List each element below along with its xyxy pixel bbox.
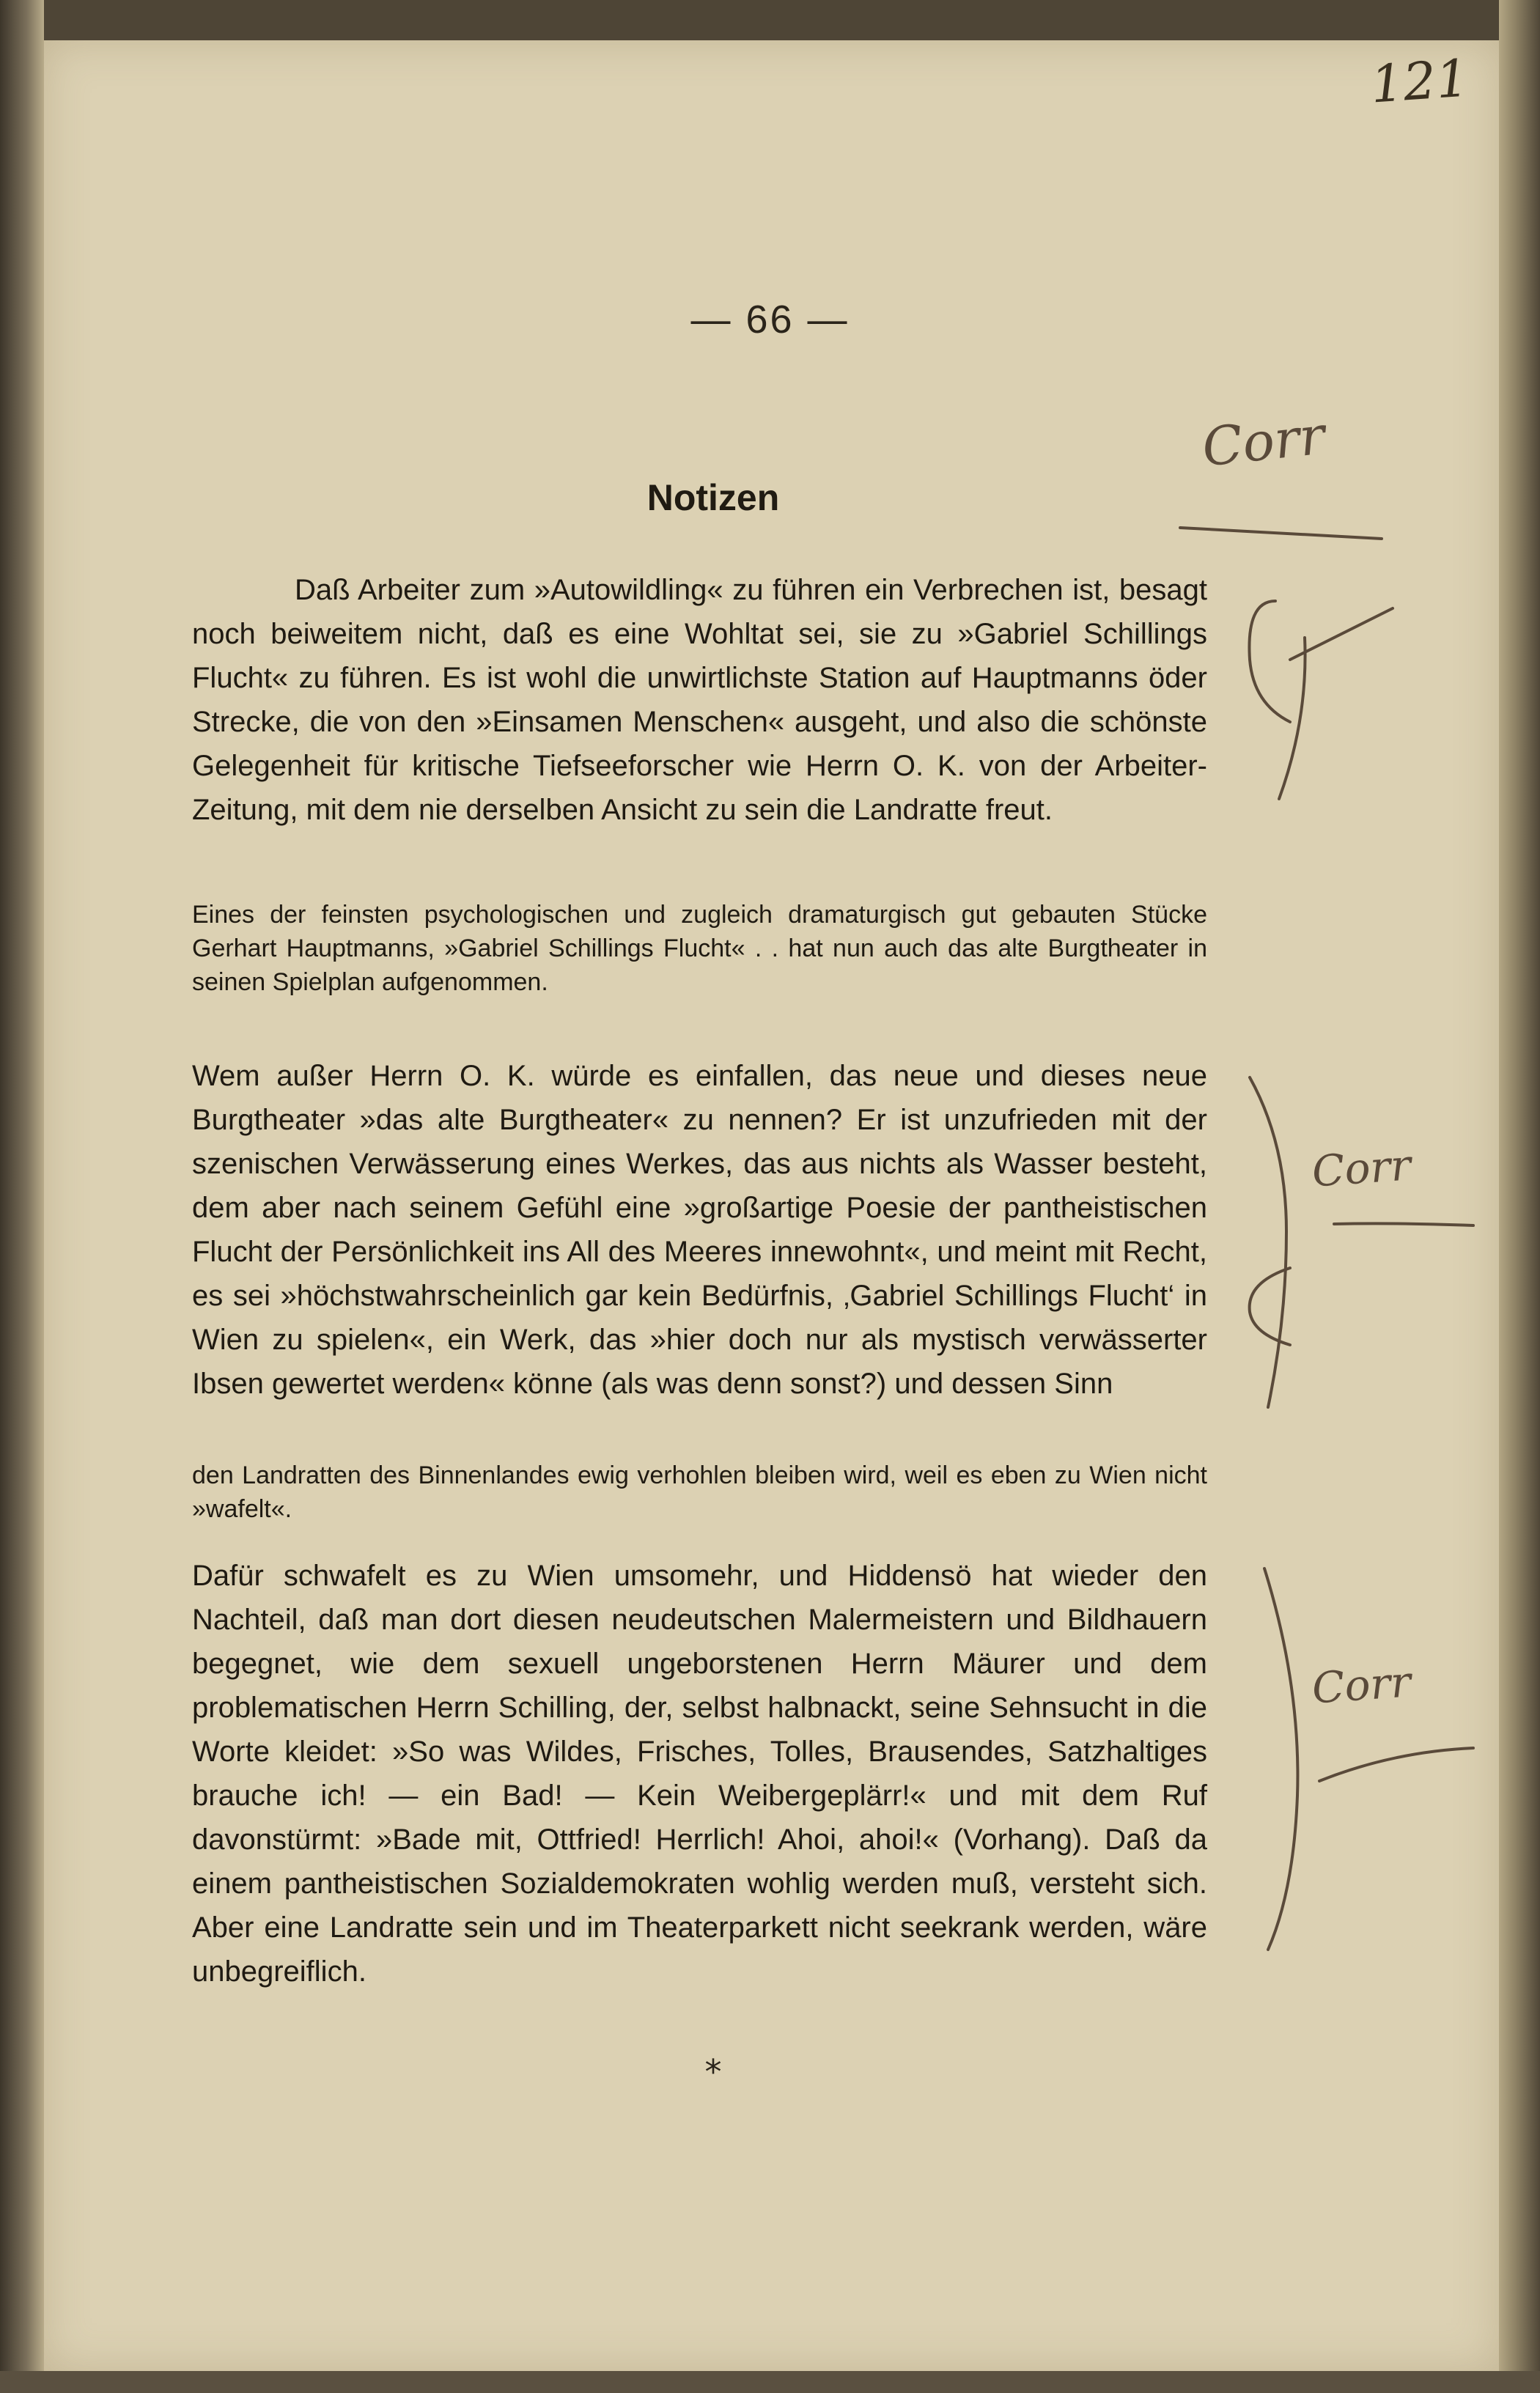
page-number: — 66 — <box>690 298 850 342</box>
note-3-underline <box>1319 1748 1473 1781</box>
margin-note-2: Corr <box>1310 1140 1412 1197</box>
note-1-underline <box>1180 528 1382 539</box>
paragraph-2-quote: Eines der feinsten psychologischen und zugleich dramaturgisch gut gebauten Stücke Gerhart Hauptmanns, »Gabriel Schillings Flucht« . . hat nun auch das alte Burgtheater in seinen Spielplan aufgenommen. <box>192 901 1207 996</box>
bracket-mark-1 <box>1249 601 1290 722</box>
margin-note-1: Corr <box>1199 404 1328 479</box>
handwritten-folio-number: 121 <box>1368 48 1471 115</box>
section-separator: * <box>704 2052 722 2092</box>
note-2-underline <box>1334 1223 1473 1225</box>
paragraph-5: Dafür schwafelt es zu Wien umsomehr, und Hiddensö hat wieder den Nachteil, daß man dort diesen neudeutschen Malermeistern und Bildhauern begegnet, wie dem sexuell ungeborstenen Herrn Mäurer und dem problematischen Herrn Schilling, der, selbst halbnackt, seine Sehnsucht in die Worte kleidet: »So was Wildes, Frisches, Tolles, Brausendes, Satzhaltiges brauche ich! — ein Bad! — Kein Weibergeplärr!« und mit dem Ruf davonstürmt: »Bade mit, Ottfried! Herrlich! Ahoi, ahoi!« (Vorhang). Daß da einem pantheistischen Sozialdemokraten wohlig werden muß, versteht sich. Aber eine Landratte sein und im Theaterparkett nicht seekrank werden, wäre unbegreiflich. <box>192 1560 1207 1988</box>
paragraph-3: Wem außer Herrn O. K. würde es einfallen, das neue und dieses neue Burgtheater »das alte Burgtheater« zu nennen? Er ist unzufrieden mit der szenischen Verwässerung eines Werkes, das aus nichts als Wasser besteht, dem aber nach seinem Gefühl eine »großartige Poesie der pantheistischen Flucht der Persönlichkeit ins All des Meeres innewohnt«, und meint mit Recht, es sei »höchstwahrscheinlich gar kein Bedürfnis, ‚Gabriel Schillings Flucht‘ in Wien zu spielen«, ein Werk, das »hier doch nur als mystisch verwässerter Ibsen gewertet werden« könne (als was denn sonst?) und dessen Sinn <box>192 1060 1207 1400</box>
margin-line-2 <box>1250 1077 1286 1407</box>
margin-line-3 <box>1264 1568 1297 1950</box>
paragraph-4-quote: den Landratten des Binnenlandes ewig verhohlen bleiben wird, weil es eben zu Wien nicht »wafelt«. <box>192 1461 1207 1523</box>
section-title: Notizen <box>646 477 780 518</box>
paragraph-1: Daß Arbeiter zum »Autowildling« zu führen ein Verbrechen ist, besagt noch beiweitem nicht, daß es eine Wohltat sei, sie zu »Gabriel Schillings Flucht« zu führen. Es ist wohl die unwirtlichste Station auf Hauptmanns öder Strecke, die von den »Einsamen Menschen« ausgeht, und also die schönste Gelegenheit für kritische Tiefseeforscher wie Herrn O. K. von der Arbeiter-Zeitung, mit dem nie derselben Ansicht zu sein die Landratte freut. <box>192 574 1207 826</box>
margin-note-3: Corr <box>1310 1656 1412 1714</box>
